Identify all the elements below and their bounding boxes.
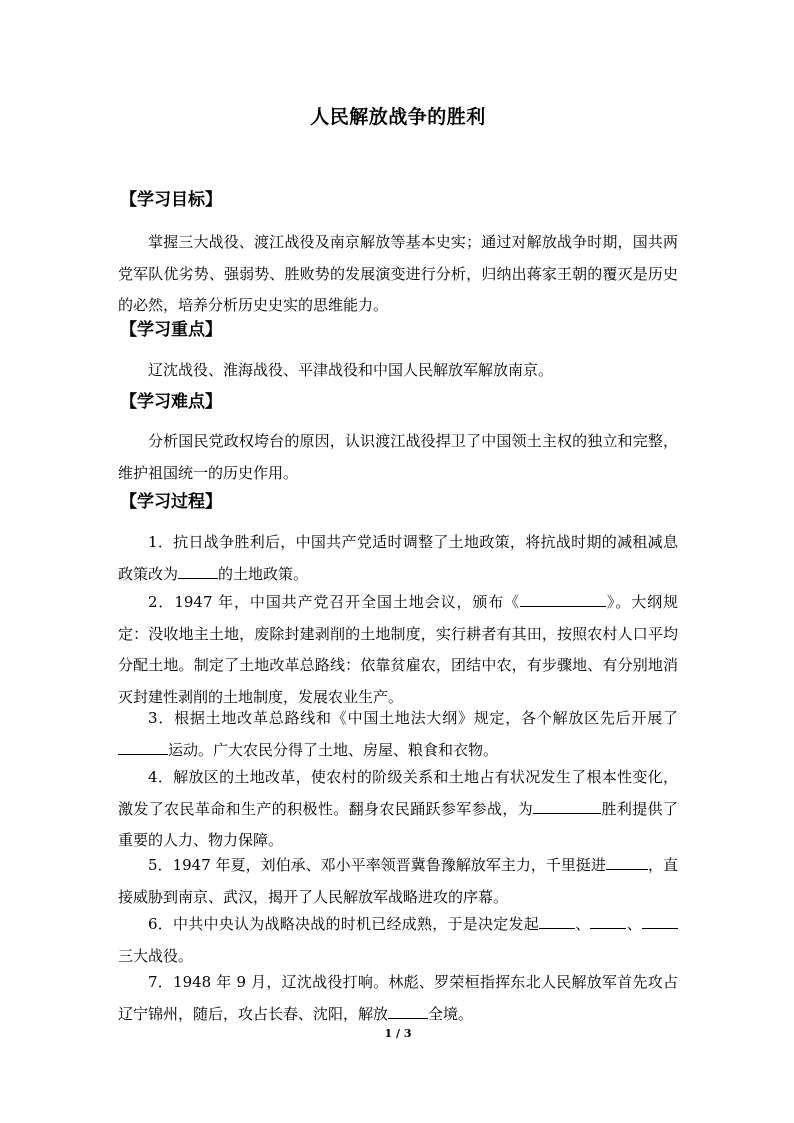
heading-process: 【学习过程】 (120, 492, 222, 512)
fill-blank[interactable] (590, 912, 626, 929)
page-number: 1 / 3 (384, 1027, 412, 1040)
fill-blank[interactable] (520, 590, 606, 607)
process-item-2: 2．1947 年，中国共产党召开全国土地会议，颁布《 》。大纲规定：没收地主土地，废除封建剥削的土地制度，实行耕者有其田，按照农村人口平均分配土地。制定了土地改革总路线：依靠贫雇农，团结中农，有步骤地、有分别地消灭封建性剥削的土地制度，发展农业生产。 (118, 587, 678, 713)
fill-blank[interactable] (533, 797, 601, 814)
fill-blank[interactable] (606, 853, 648, 870)
heading-difficulties: 【学习难点】 (120, 392, 222, 412)
process-item-7: 7．1948 年 9 月，辽沈战役打响。林彪、罗荣桓指挥东北人民解放军首先攻占辽宁锦州，随后，攻占长春、沈阳，解放 全境。 (118, 973, 678, 1023)
fill-blank[interactable] (178, 562, 218, 579)
fill-blank[interactable] (118, 738, 168, 755)
process-item-1: 1．抗日战争胜利后，中国共产党适时调整了土地政策，将抗战时期的减租减息政策改为 的土地政策。 (118, 533, 678, 583)
goals-text: 掌握三大战役、渡江战役及南京解放等基本史实；通过对解放战争时期，国共两党军队优劣势、强弱势、胜败势的发展演变进行分析，归纳出蒋家王朝的覆灭是历史的必然，培养分析历史史实的思维能力。 (118, 233, 678, 314)
key-points-text: 辽沈战役、淮海战役、平津战役和中国人民解放军解放南京。 (148, 361, 554, 379)
page-title: 人民解放战争的胜利 (310, 106, 486, 128)
process-item-6: 6．中共中央认为战略决战的时机已经成熟，于是决定发起 、 、三大战役。 (118, 909, 678, 972)
difficulties-text: 分析国民党政权垮台的原因，认识渡江战役捍卫了中国领土主权的独立和完整，维护祖国统一的历史作用。 (118, 432, 678, 482)
fill-blank[interactable] (388, 1002, 428, 1019)
process-item-4: 4．解放区的土地改革，使农村的阶级关系和土地占有状况发生了根本性变化，激发了农民革命和生产的积极性。翻身农民踊跃参军参战，为 胜利提供了重要的人力、物力保障。 (118, 768, 678, 849)
process-item-5: 5．1947 年夏，刘伯承、邓小平率领晋冀鲁豫解放军主力，千里挺进 ，直接威胁到南京、武汉，揭开了人民解放军战略进攻的序幕。 (118, 850, 678, 913)
fill-blank[interactable] (642, 912, 678, 929)
process-item-3: 3．根据土地改革总路线和《中国土地法大纲》规定，各个解放区先后开展了运动。广大农民分得了土地、房屋、粮食和衣物。 (118, 703, 678, 766)
heading-key-points: 【学习重点】 (120, 320, 222, 340)
fill-blank[interactable] (539, 912, 575, 929)
heading-goals: 【学习目标】 (120, 190, 222, 210)
